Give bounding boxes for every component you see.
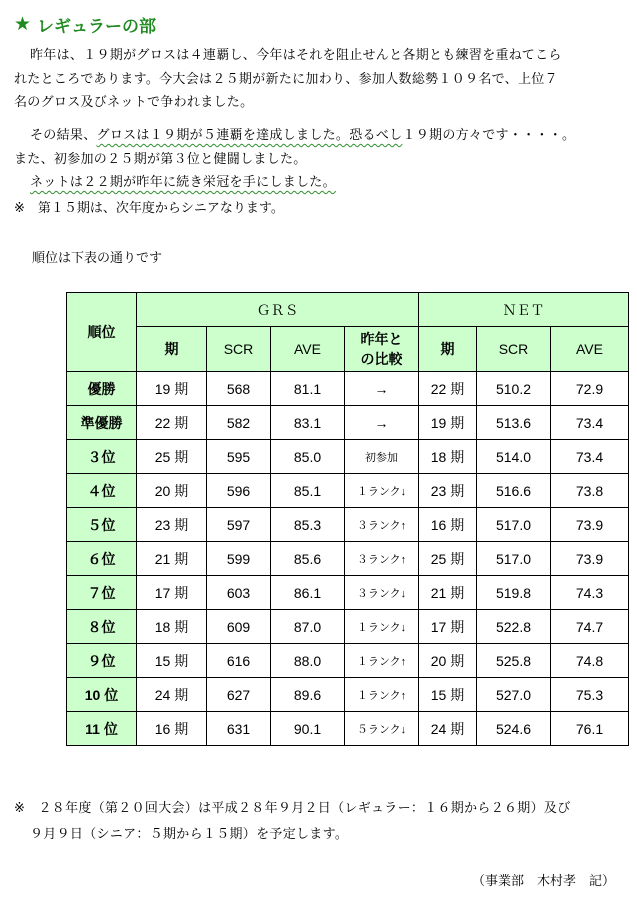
net-ave-cell: 74.8 [551, 644, 629, 678]
table-row [67, 406, 629, 440]
grs-ave-cell: 89.6 [271, 678, 345, 712]
section-title [14, 12, 156, 36]
table-row [67, 440, 629, 474]
result-line-3 [14, 171, 626, 195]
grs-ki-cell: 20 期 [137, 474, 207, 508]
net-ave-cell: 73.8 [551, 474, 629, 508]
header-compare-line2: の比較 [360, 351, 403, 367]
rank-cell: ３位 [67, 440, 137, 474]
grs-ave-cell: 90.1 [271, 712, 345, 746]
table-row [67, 678, 629, 712]
note-senior: ※ 第１５期は、次年度からシニアなります。 [14, 201, 284, 216]
grs-ave-cell: 87.0 [271, 610, 345, 644]
compare-cell: ５ランク↓ [345, 712, 419, 746]
net-ki-cell: 22 期 [419, 372, 477, 406]
net-ave-cell: 74.7 [551, 610, 629, 644]
rank-cell: 優勝 [67, 372, 137, 406]
table-row [67, 474, 629, 508]
net-ki-cell: 21 期 [419, 576, 477, 610]
grs-scr-cell: 599 [207, 542, 271, 576]
compare-cell: → [345, 406, 419, 440]
results-table [66, 292, 629, 746]
grs-ki-cell: 25 期 [137, 440, 207, 474]
net-ki-cell: 24 期 [419, 712, 477, 746]
net-scr-cell: 524.6 [477, 712, 551, 746]
net-scr-cell: 519.8 [477, 576, 551, 610]
note-next-line-2: ９月９日（シニア：５期から１５期）を予定します。 [30, 827, 349, 842]
grs-ki-cell: 21 期 [137, 542, 207, 576]
table-row [67, 644, 629, 678]
result-line-2: また、初参加の２５期が第３位と健闘しました。 [14, 151, 307, 167]
intro-line-3: 名のグロス及びネットで争われました。 [14, 95, 254, 110]
table-row [67, 372, 629, 406]
grs-scr-cell: 609 [207, 610, 271, 644]
net-scr-cell: 516.6 [477, 474, 551, 508]
net-ave-cell: 73.4 [551, 440, 629, 474]
net-ki-cell: 23 期 [419, 474, 477, 508]
grs-ki-cell: 19 期 [137, 372, 207, 406]
grs-scr-cell: 627 [207, 678, 271, 712]
rank-cell: 11 位 [67, 712, 137, 746]
header-grs-scr: SCR [207, 327, 271, 372]
net-ki-cell: 19 期 [419, 406, 477, 440]
compare-cell: ３ランク↑ [345, 508, 419, 542]
net-ave-cell: 73.4 [551, 406, 629, 440]
table-row [67, 508, 629, 542]
header-net: ＮＥＴ [419, 293, 629, 327]
net-ave-cell: 76.1 [551, 712, 629, 746]
net-scr-cell: 527.0 [477, 678, 551, 712]
header-grs-ave: AVE [271, 327, 345, 372]
grs-ki-cell: 18 期 [137, 610, 207, 644]
net-ave-cell: 74.3 [551, 576, 629, 610]
grs-scr-cell: 597 [207, 508, 271, 542]
intro-paragraph [14, 44, 626, 115]
result-line-1-highlight: グロスは１９期が５連覇を達成しました。恐るべし [96, 128, 403, 143]
grs-scr-cell: 631 [207, 712, 271, 746]
intro-line-2: れたところであります。今大会は２５期が新たに加わり、参加人数総勢１０９名で、上位７ [14, 71, 558, 87]
grs-scr-cell: 596 [207, 474, 271, 508]
header-net-ki: 期 [419, 327, 477, 372]
result-line-1-pre: その結果、 [30, 128, 97, 143]
header-grs-ki: 期 [137, 327, 207, 372]
net-ave-cell: 73.9 [551, 542, 629, 576]
net-scr-cell: 522.8 [477, 610, 551, 644]
compare-cell: １ランク↓ [345, 474, 419, 508]
result-line-3-highlight: ネットは２２期が昨年に続き栄冠を手にしました。 [30, 175, 336, 190]
net-ki-cell: 25 期 [419, 542, 477, 576]
table-row [67, 712, 629, 746]
grs-ave-cell: 85.6 [271, 542, 345, 576]
net-scr-cell: 517.0 [477, 508, 551, 542]
grs-ave-cell: 85.1 [271, 474, 345, 508]
net-scr-cell: 514.0 [477, 440, 551, 474]
net-ki-cell: 18 期 [419, 440, 477, 474]
grs-ave-cell: 83.1 [271, 406, 345, 440]
net-ave-cell: 72.9 [551, 372, 629, 406]
ranking-intro: 順位は下表の通りです [32, 251, 163, 266]
header-net-ave: AVE [551, 327, 629, 372]
table-row [67, 610, 629, 644]
header-rank: 順位 [67, 293, 137, 372]
net-ave-cell: 75.3 [551, 678, 629, 712]
compare-cell: １ランク↑ [345, 678, 419, 712]
grs-scr-cell: 568 [207, 372, 271, 406]
grs-ki-cell: 23 期 [137, 508, 207, 542]
result-line-1-post: １９期の方々です・・・・。 [402, 128, 576, 143]
compare-cell: → [345, 372, 419, 406]
compare-cell: １ランク↓ [345, 610, 419, 644]
note-next-event [14, 796, 626, 848]
grs-ave-cell: 88.0 [271, 644, 345, 678]
header-compare-line1: 昨年と [360, 331, 403, 347]
grs-ki-cell: 16 期 [137, 712, 207, 746]
header-net-scr: SCR [477, 327, 551, 372]
grs-ave-cell: 85.0 [271, 440, 345, 474]
compare-cell: １ランク↑ [345, 644, 419, 678]
result-paragraph [14, 124, 626, 195]
intro-line-1: 昨年は、１９期がグロスは４連覇し、今年はそれを阻止せんと各期とも練習を重ねてこら [30, 48, 562, 63]
table-row [67, 542, 629, 576]
grs-ki-cell: 17 期 [137, 576, 207, 610]
rank-cell: 10 位 [67, 678, 137, 712]
grs-scr-cell: 582 [207, 406, 271, 440]
note-next-line-1: ※ ２８年度（第２０回大会）は平成２８年９月２日（レギュラー：１６期から２６期）及び [14, 801, 571, 816]
grs-ki-cell: 22 期 [137, 406, 207, 440]
grs-scr-cell: 616 [207, 644, 271, 678]
grs-ave-cell: 81.1 [271, 372, 345, 406]
net-scr-cell: 525.8 [477, 644, 551, 678]
star-icon: ★ [14, 13, 32, 35]
net-scr-cell: 513.6 [477, 406, 551, 440]
signature: （事業部 木村孝 記） [471, 874, 615, 889]
rank-cell: ７位 [67, 576, 137, 610]
grs-ave-cell: 86.1 [271, 576, 345, 610]
header-grs: ＧＲＳ [137, 293, 419, 327]
grs-ki-cell: 24 期 [137, 678, 207, 712]
grs-ave-cell: 85.3 [271, 508, 345, 542]
rank-cell: ５位 [67, 508, 137, 542]
compare-cell: 初参加 [345, 440, 419, 474]
net-scr-cell: 510.2 [477, 372, 551, 406]
grs-scr-cell: 603 [207, 576, 271, 610]
rank-cell: ９位 [67, 644, 137, 678]
rank-cell: ４位 [67, 474, 137, 508]
net-scr-cell: 517.0 [477, 542, 551, 576]
table-row [67, 576, 629, 610]
rank-cell: ６位 [67, 542, 137, 576]
net-ki-cell: 20 期 [419, 644, 477, 678]
grs-scr-cell: 595 [207, 440, 271, 474]
rank-cell: ８位 [67, 610, 137, 644]
grs-ki-cell: 15 期 [137, 644, 207, 678]
net-ki-cell: 16 期 [419, 508, 477, 542]
compare-cell: ３ランク↑ [345, 542, 419, 576]
header-compare [345, 327, 419, 372]
result-line-1 [14, 124, 626, 148]
compare-cell: ３ランク↓ [345, 576, 419, 610]
net-ki-cell: 15 期 [419, 678, 477, 712]
net-ave-cell: 73.9 [551, 508, 629, 542]
section-title-text: レギュラーの部 [37, 16, 157, 37]
rank-cell: 準優勝 [67, 406, 137, 440]
net-ki-cell: 17 期 [419, 610, 477, 644]
